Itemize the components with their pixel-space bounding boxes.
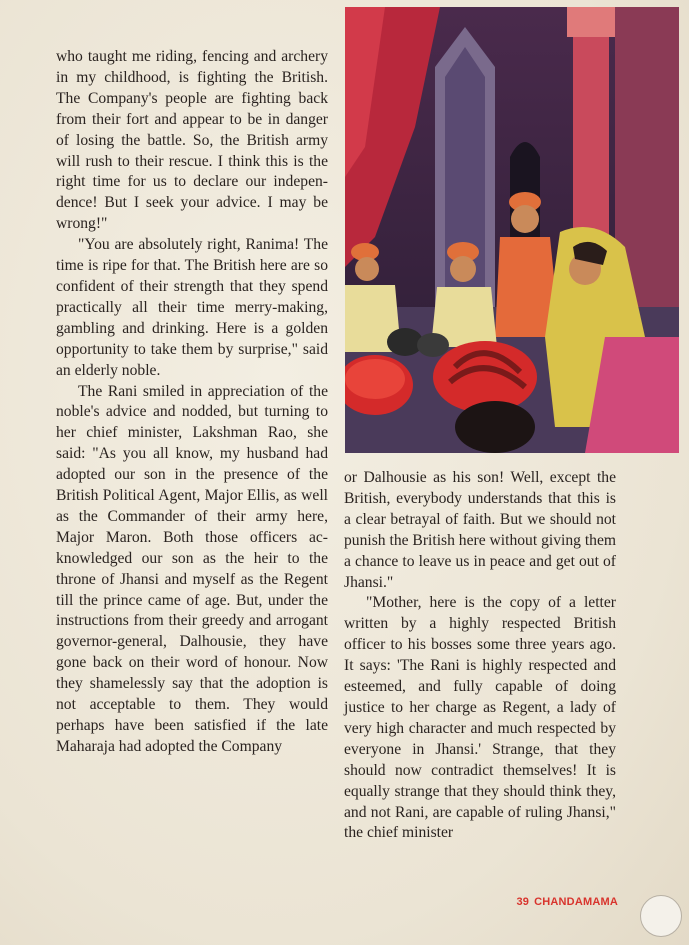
- paragraph-4: or Dalhousie as his son! Well, except the British, everybody understands that this is a clear betrayal of faith. But we should not punish the British here without giving them a chance to leave us in peace and get out of Jhansi.": [344, 469, 616, 591]
- paragraph-3: The Rani smiled in appreciation of the noble's advice and nodded, but turning to her chief minister, Lakshman Rao, she said: "As you all know, my husband had adopted our son in the presence of the British Political Agent, Major Ellis, as well as the Commander of their army here, Major Maron. Both those officers acknowledged our son as the heir to the throne of Jhansi and myself as the Regent till the prince came of age. But, under the instructions from their greedy and arrogant governor-general, Dalhousie, they have gone back on their word of honour. Now they shamelessly say that the adoption is not acceptable to them. They would perhaps have been satisfied if the late Maharaja had adopted the Company: [56, 382, 328, 755]
- text-column-left: [56, 47, 328, 758]
- magazine-name: CHANDAMAMA: [534, 896, 618, 908]
- illustration-court-scene: [345, 7, 679, 453]
- paragraph-1: who taught me riding, fencing and archery in my childhood, is fighting the British. The Company's people are fighting back from their fort and appear to be in danger of losing the battle. So, the British army will rush to their rescue. I think this is the right time for us to declare our independence! But I seek your advice. I may be wrong!": [56, 48, 328, 233]
- paragraph-5: "Mother, here is the copy of a letter written by a highly respected British officer to his bosses some three years ago. It says: 'The Rani is highly respected and esteemed, and fully capable of doing justice to her charge as Regent, a lady of very high character and much respected by everyone in Jhansi.' Strange, that they should now contradict themselves! It is equally strange that they should think they, and not Rani, are capable of ruling Jhansi," the chief minister: [344, 594, 616, 842]
- text-column-right: [344, 468, 616, 844]
- page-number: 39: [516, 896, 530, 908]
- paragraph-2: "You are absolutely right, Ranima! The time is ripe for that. The British here are so confident of their strength that they spend practically all their time merry-making, gambling and drinking. Here is a golden opportunity to take them by surprise," said an elderly noble.: [56, 236, 328, 379]
- story-illustration: [345, 7, 679, 453]
- library-stamp-icon: [640, 895, 682, 937]
- page-footer: [516, 896, 623, 908]
